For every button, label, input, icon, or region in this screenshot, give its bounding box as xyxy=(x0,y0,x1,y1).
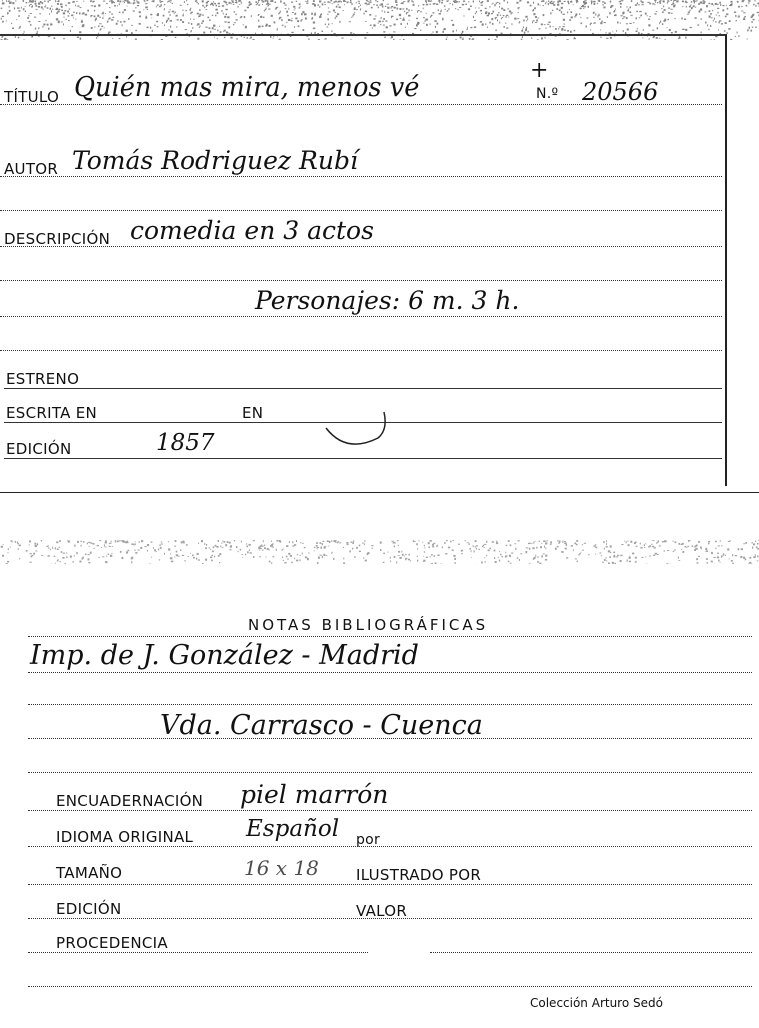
personajes-value: Personajes: 6 m. 3 h. xyxy=(255,286,520,315)
notas-line-4 xyxy=(28,738,752,739)
estreno-line xyxy=(4,388,722,389)
estreno-label: ESTRENO xyxy=(6,370,80,388)
en-label: EN xyxy=(242,404,264,422)
autor-label: AUTOR xyxy=(4,160,59,178)
notas-line-3 xyxy=(28,704,752,705)
titulo-line xyxy=(0,104,722,105)
ilustrado-por-label: ILUSTRADO POR xyxy=(356,866,482,884)
edicion-value: 1857 xyxy=(156,430,215,456)
procedencia-line-left xyxy=(28,952,368,953)
notas-line-1 xyxy=(28,636,752,637)
numero-value: 20566 xyxy=(582,78,659,106)
edicion-bottom-label: EDICIÓN xyxy=(56,900,122,918)
valor-label: VALOR xyxy=(356,902,408,920)
tamano-label: TAMAÑO xyxy=(56,864,123,882)
notas-line-2 xyxy=(28,672,752,673)
autor-value: Tomás Rodriguez Rubí xyxy=(72,146,358,175)
idioma-value: Español xyxy=(246,816,340,842)
titulo-value: Quién mas mira, menos vé xyxy=(74,72,420,103)
imprenta-value: Imp. de J. González - Madrid xyxy=(30,640,419,671)
bottom-blank-line xyxy=(28,986,752,987)
scan-noise-middle xyxy=(0,540,759,564)
personajes-line xyxy=(0,316,722,317)
descripcion-label: DESCRIPCIÓN xyxy=(4,230,111,248)
autor-line xyxy=(0,176,722,177)
procedencia-label: PROCEDENCIA xyxy=(56,934,168,952)
card-separator xyxy=(0,492,759,493)
descripcion-value: comedia en 3 actos xyxy=(130,216,374,245)
paper-punch-arc xyxy=(318,404,392,448)
collection-credit: Colección Arturo Sedó xyxy=(530,996,663,1010)
por-label: por xyxy=(356,832,381,848)
idioma-original-label: IDIOMA ORIGINAL xyxy=(56,828,194,846)
encuadernacion-label: ENCUADERNACIÓN xyxy=(56,792,204,810)
escrita-en-label: ESCRITA EN xyxy=(6,404,98,422)
encuadernacion-line xyxy=(28,810,752,811)
tamano-value: 16 x 18 xyxy=(244,856,319,880)
venta-value: Vda. Carrasco - Cuenca xyxy=(160,710,483,741)
descripcion-line xyxy=(0,246,722,247)
titulo-label: TÍTULO xyxy=(4,88,60,106)
encuadernacion-value: piel marrón xyxy=(240,780,389,809)
numero-label: N.º xyxy=(536,86,559,102)
blank-line-3 xyxy=(0,350,722,351)
edicion-bottom-line xyxy=(28,918,752,919)
notas-bibliograficas-heading: NOTAS BIBLIOGRÁFICAS xyxy=(248,616,489,634)
procedencia-line-right xyxy=(430,952,752,953)
edicion-line xyxy=(4,458,722,459)
idioma-line xyxy=(28,846,752,847)
notas-line-5 xyxy=(28,772,752,773)
blank-line-2 xyxy=(0,280,722,281)
edicion-label: EDICIÓN xyxy=(6,440,72,458)
tamano-line xyxy=(28,884,752,885)
blank-line-1 xyxy=(0,210,722,211)
cross-mark: + xyxy=(530,58,549,83)
